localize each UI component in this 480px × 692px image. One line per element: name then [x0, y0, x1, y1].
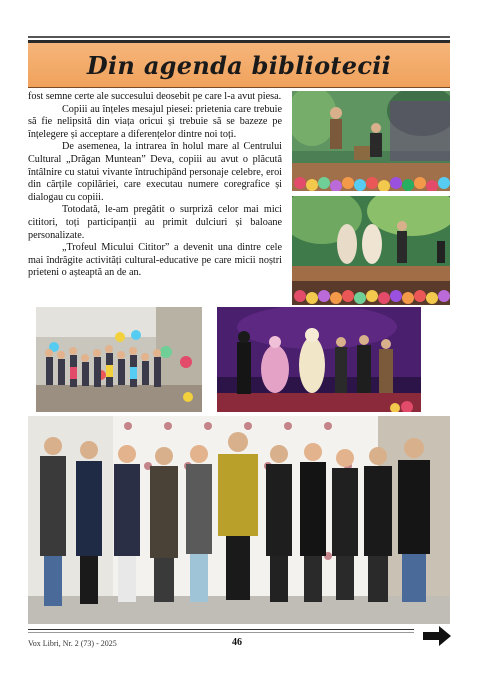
publication-label: Vox Libri, Nr. 2 (73) - 2025: [28, 639, 117, 648]
footer-rule: [28, 629, 414, 630]
page-title: Din agenda bibliotecii: [86, 50, 392, 80]
footer-rule-secondary: [28, 632, 414, 633]
next-page-arrow-icon[interactable]: [423, 626, 451, 646]
article-paragraph: Copiii au înțeles mesajul piesei: prietenia care trebuie să fie nelipsită din viața oricui și trebuie să se bazeze pe înțelegere și acceptare a diferențelor dintre noi toți.: [28, 103, 282, 140]
page-number: 46: [232, 637, 242, 648]
photo-stage-scene-1: [292, 91, 450, 191]
banner-top-rule: [28, 36, 450, 38]
article-body: [28, 91, 282, 280]
article-paragraph: „Trofeul Micului Cititor” a devenit una dintre cele mai îndrăgite activități cultural-educative pe care micii noștri prieteni o așteaptă an de an.: [28, 242, 282, 279]
photo-group-team: [28, 416, 450, 624]
article-paragraph: Totodată, le-am pregătit o surpriză celor mai mici cititori, toți participanții au primit dulciuri și baloane personalizate.: [28, 204, 282, 241]
article-paragraph: De asemenea, la intrarea în holul mare al Centrului Cultural „Drăgan Muntean” Deva, copiii au avut o plăcută întâlnire cu statui vivante întruchipând personaje celebre, eroi din cărțile copilăriei, care executau numere coregrafice și dialogau cu copiii.: [28, 141, 282, 203]
photo-costumed-actors: [217, 307, 421, 412]
section-banner: [28, 40, 450, 88]
article-paragraph: fost semne certe ale succesului deosebit pe care l-a avut piesa.: [28, 91, 282, 102]
photo-children-crowd: [36, 307, 202, 412]
photo-stage-scene-2: [292, 196, 450, 305]
